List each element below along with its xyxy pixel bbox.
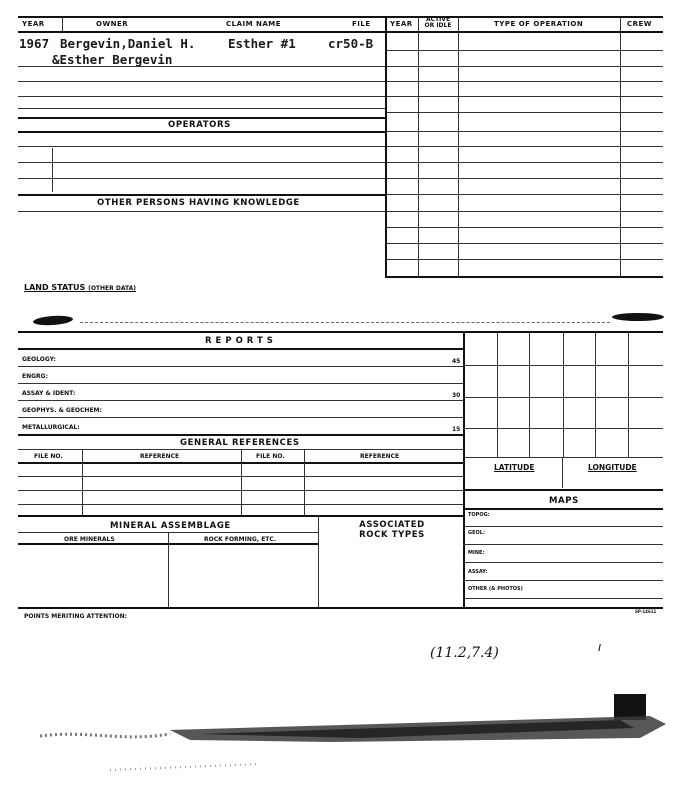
maps-item-assay: ASSAY: <box>468 569 488 575</box>
ruled-line <box>18 66 385 67</box>
lat-long-sep <box>562 458 563 488</box>
header-year: YEAR <box>22 20 45 28</box>
stray-mark: ı <box>598 640 602 654</box>
refs-header-file-no-2: FILE NO. <box>256 453 285 460</box>
maps-line <box>463 526 663 527</box>
refs-header-reference-2: REFERENCE <box>360 453 400 460</box>
scan-noise-band <box>0 690 678 790</box>
associated-rock-types-title: ASSOCIATED ROCK TYPES <box>359 520 425 540</box>
grid-row <box>463 457 663 458</box>
header-owner: OWNER <box>96 20 129 28</box>
reports-title: REPORTS <box>205 336 277 346</box>
ore-minerals-label: ORE MINERALS <box>64 536 115 543</box>
header-file: FILE <box>352 20 371 28</box>
header-crew: CREW <box>627 20 653 28</box>
grid-col <box>595 333 596 457</box>
other-persons-title: OTHER PERSONS HAVING KNOWLEDGE <box>97 198 300 208</box>
ops-line <box>387 227 663 228</box>
reports-header-rule <box>18 348 463 350</box>
col-sep <box>62 17 63 31</box>
maps-item-topog: TOPOG: <box>468 512 490 518</box>
maps-line <box>463 598 663 599</box>
operators-top-rule <box>18 117 385 119</box>
latitude-label: LATITUDE <box>494 463 535 472</box>
maps-line <box>463 562 663 563</box>
refs-col-sep <box>82 449 83 515</box>
ruled-line <box>18 178 385 179</box>
ops-line <box>387 96 663 97</box>
ops-line <box>387 112 663 113</box>
report-line <box>18 400 463 401</box>
operators-bottom-rule <box>18 131 385 133</box>
maps-header-rule <box>463 508 663 510</box>
maps-line <box>463 580 663 581</box>
handwritten-coordinates: (11.2,7.4) <box>430 645 499 661</box>
refs-header-reference: REFERENCE <box>140 453 180 460</box>
ruled-line <box>18 162 385 163</box>
top-rule <box>18 16 663 18</box>
report-label-geology: GEOLOGY: <box>22 356 56 363</box>
ruled-line <box>18 81 385 82</box>
mineral-assemblage-title: MINERAL ASSEMBLAGE <box>110 521 231 531</box>
header-type-of-operation: TYPE OF OPERATION <box>494 20 584 28</box>
maps-item-geol: GEOL: <box>468 530 485 536</box>
ops-bottom-rule <box>385 276 663 278</box>
general-references-title: GENERAL REFERENCES <box>180 438 300 448</box>
col-sep <box>418 17 419 277</box>
rock-forming-label: ROCK FORMING, ETC. <box>204 536 277 543</box>
record-file: cr50-B <box>328 36 374 51</box>
mineral-col-sep <box>168 533 169 607</box>
report-num-geology: 45 <box>452 358 461 365</box>
ruled-line <box>18 108 385 109</box>
grid-col <box>628 333 629 457</box>
ops-line <box>387 259 663 260</box>
grid-col <box>529 333 530 457</box>
record-owner-line2: &Esther Bergevin <box>52 52 173 67</box>
report-label-metallurgical: METALLURGICAL: <box>22 424 80 431</box>
ops-line <box>387 243 663 244</box>
grid-row <box>463 365 663 366</box>
record-owner-line1: Bergevin,Daniel H. <box>60 36 196 51</box>
grid-row <box>463 397 663 398</box>
refs-col-sep <box>304 449 305 515</box>
other-persons-top-rule <box>18 194 385 196</box>
grid-col <box>563 333 564 457</box>
ruled-line <box>18 146 385 147</box>
operators-title: OPERATORS <box>168 120 231 130</box>
general-references-top-rule <box>18 434 463 436</box>
grid-col <box>497 333 498 457</box>
main-vertical-divider <box>385 17 387 277</box>
ops-line <box>387 178 663 179</box>
col-sep <box>458 17 459 277</box>
form-code: SP-14611 <box>635 609 657 614</box>
maps-line <box>463 544 663 545</box>
form-bottom-rule <box>18 607 663 609</box>
maps-top-rule <box>463 489 663 491</box>
land-status-title: LAND STATUS (OTHER DATA) <box>24 283 137 292</box>
dashed-rule <box>80 322 610 323</box>
report-num-assay: 30 <box>452 392 461 399</box>
header-claim-name: CLAIM NAME <box>226 20 282 28</box>
header-active-idle: ACTIVE OR IDLE <box>424 16 452 29</box>
ops-line <box>387 162 663 163</box>
report-num-metallurgical: 15 <box>452 426 461 433</box>
grid-row <box>463 428 663 429</box>
ops-line <box>387 66 663 67</box>
col-sep <box>620 17 621 277</box>
refs-bottom-rule <box>18 515 463 517</box>
points-meriting-label: POINTS MERITING ATTENTION: <box>24 613 128 620</box>
reports-top-rule <box>18 331 663 333</box>
scan-smudge <box>33 315 74 327</box>
report-line <box>18 383 463 384</box>
report-line <box>18 417 463 418</box>
maps-item-mine: MINE: <box>468 550 485 556</box>
ops-line <box>387 50 663 51</box>
report-label-geophys: GEOPHYS. & GEOCHEM: <box>22 407 102 414</box>
report-label-engrg: ENGRG: <box>22 373 48 380</box>
maps-title: MAPS <box>549 496 579 506</box>
record-year: 1967 <box>19 36 50 51</box>
refs-col-sep <box>241 449 242 515</box>
ops-line <box>387 194 663 195</box>
mineral-col-sep <box>318 515 319 607</box>
ops-line <box>387 146 663 147</box>
report-line <box>18 366 463 367</box>
longitude-label: LONGITUDE <box>588 463 637 472</box>
header-bottom-rule <box>18 31 663 33</box>
ops-line <box>387 131 663 132</box>
right-panel-divider <box>463 331 465 608</box>
record-claim-name: Esther #1 <box>228 36 296 51</box>
header-year-2: YEAR <box>390 20 413 28</box>
report-label-assay: ASSAY & IDENT: <box>22 390 76 397</box>
maps-item-other: OTHER (& PHOTOS) <box>468 586 523 592</box>
scan-smudge <box>612 313 664 321</box>
operators-col-sep <box>52 148 53 192</box>
ruled-line <box>18 96 385 97</box>
refs-header-file-no: FILE NO. <box>34 453 63 460</box>
ops-line <box>387 81 663 82</box>
ops-line <box>387 211 663 212</box>
ruled-line <box>18 211 385 212</box>
